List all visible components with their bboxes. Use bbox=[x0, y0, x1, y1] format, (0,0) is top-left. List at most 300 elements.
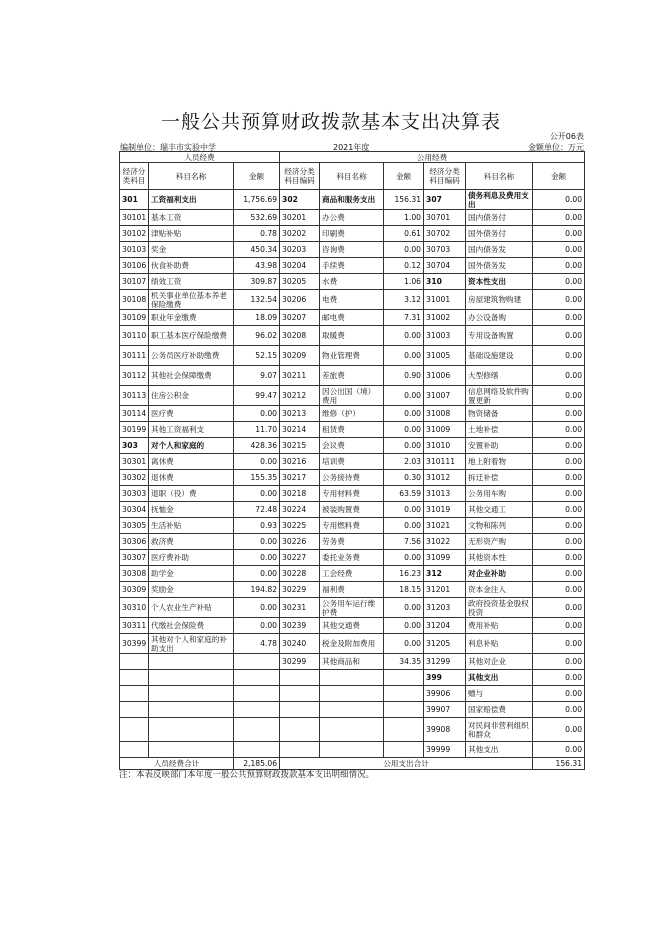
public-name-cell: 水费 bbox=[320, 274, 384, 290]
capital-amount-cell: 0.00 bbox=[533, 470, 585, 486]
capital-name-cell: 政府投资基金股权投资 bbox=[466, 598, 533, 618]
capital-amount-cell: 0.00 bbox=[533, 598, 585, 618]
capital-amount-cell: 0.00 bbox=[533, 566, 585, 582]
budget-table bbox=[119, 151, 585, 770]
capital-name-cell: 资本性支出 bbox=[466, 274, 533, 290]
capital-amount-cell: 0.00 bbox=[533, 686, 585, 702]
capital-code-cell: 39999 bbox=[424, 742, 466, 758]
table-row bbox=[120, 386, 585, 406]
personnel-amount-cell: 0.00 bbox=[234, 566, 280, 582]
capital-code-cell: 310111 bbox=[424, 454, 466, 470]
personnel-name-cell bbox=[149, 742, 234, 758]
public-name-cell: 办公费 bbox=[320, 210, 384, 226]
capital-name-cell: 办公设备购 bbox=[466, 310, 533, 326]
capital-code-cell: 31019 bbox=[424, 502, 466, 518]
table-row bbox=[120, 486, 585, 502]
public-total-value: 156.31 bbox=[533, 758, 585, 770]
personnel-code-cell bbox=[120, 670, 149, 686]
personnel-name-cell: 其他对个人和家庭的补助支出 bbox=[149, 634, 234, 654]
personnel-code-cell: 30304 bbox=[120, 502, 149, 518]
public-code-cell: 30299 bbox=[280, 654, 320, 670]
public-amount-cell: 0.00 bbox=[384, 598, 424, 618]
capital-code-cell: 31009 bbox=[424, 422, 466, 438]
personnel-code-cell: 30102 bbox=[120, 226, 149, 242]
table-row bbox=[120, 346, 585, 366]
personnel-code-cell bbox=[120, 686, 149, 702]
public-code-cell: 30206 bbox=[280, 290, 320, 310]
public-code-cell: 30218 bbox=[280, 486, 320, 502]
capital-name-cell: 国内债务发 bbox=[466, 242, 533, 258]
capital-amount-cell: 0.00 bbox=[533, 534, 585, 550]
table-row bbox=[120, 258, 585, 274]
personnel-name-cell: 奖励金 bbox=[149, 582, 234, 598]
public-name-cell: 租赁费 bbox=[320, 422, 384, 438]
personnel-name-cell: 绩效工资 bbox=[149, 274, 234, 290]
capital-amount-cell: 0.00 bbox=[533, 366, 585, 386]
personnel-name-cell: 抚恤金 bbox=[149, 502, 234, 518]
public-name-cell: 福利费 bbox=[320, 582, 384, 598]
col-code-header: 经济分类科目编码 bbox=[424, 163, 466, 190]
table-row bbox=[120, 406, 585, 422]
capital-code-cell: 31013 bbox=[424, 486, 466, 502]
public-code-cell: 30201 bbox=[280, 210, 320, 226]
personnel-code-cell bbox=[120, 702, 149, 718]
capital-name-cell: 地上附着物 bbox=[466, 454, 533, 470]
personnel-total-label: 人员经费合计 bbox=[120, 758, 234, 770]
public-amount-cell: 3.12 bbox=[384, 290, 424, 310]
capital-name-cell: 资本金注入 bbox=[466, 582, 533, 598]
capital-code-cell: 30704 bbox=[424, 258, 466, 274]
personnel-name-cell: 工资福利支出 bbox=[149, 190, 234, 210]
public-amount-cell: 0.00 bbox=[384, 346, 424, 366]
capital-code-cell: 31201 bbox=[424, 582, 466, 598]
footnote: 注：本表反映部门本年度一般公共预算财政拨款基本支出明细情况。 bbox=[119, 770, 375, 780]
col-amount-header: 金额 bbox=[234, 163, 280, 190]
public-code-cell: 30209 bbox=[280, 346, 320, 366]
col-amount-header: 金额 bbox=[384, 163, 424, 190]
capital-code-cell: 31299 bbox=[424, 654, 466, 670]
capital-name-cell: 其他支出 bbox=[466, 670, 533, 686]
public-code-cell: 30239 bbox=[280, 618, 320, 634]
public-amount-cell: 0.30 bbox=[384, 470, 424, 486]
capital-amount-cell: 0.00 bbox=[533, 258, 585, 274]
capital-code-cell: 31006 bbox=[424, 366, 466, 386]
personnel-name-cell bbox=[149, 686, 234, 702]
table-row bbox=[120, 618, 585, 634]
capital-code-cell: 30703 bbox=[424, 242, 466, 258]
public-name-cell: 工会经费 bbox=[320, 566, 384, 582]
capital-amount-cell: 0.00 bbox=[533, 406, 585, 422]
table-row bbox=[120, 438, 585, 454]
capital-code-cell: 310 bbox=[424, 274, 466, 290]
public-amount-cell: 0.00 bbox=[384, 386, 424, 406]
personnel-name-cell bbox=[149, 702, 234, 718]
public-name-cell: 维修（护） bbox=[320, 406, 384, 422]
public-code-cell: 30216 bbox=[280, 454, 320, 470]
table-row bbox=[120, 670, 585, 686]
capital-name-cell: 文物和陈列 bbox=[466, 518, 533, 534]
col-code-header: 经济分类科目编码 bbox=[280, 163, 320, 190]
capital-amount-cell: 0.00 bbox=[533, 326, 585, 346]
capital-code-cell: 31205 bbox=[424, 634, 466, 654]
personnel-name-cell: 津贴补贴 bbox=[149, 226, 234, 242]
public-name-cell: 公务接待费 bbox=[320, 470, 384, 486]
capital-code-cell: 31003 bbox=[424, 326, 466, 346]
public-amount-cell: 16.23 bbox=[384, 566, 424, 582]
capital-code-cell: 30702 bbox=[424, 226, 466, 242]
personnel-name-cell: 对个人和家庭的 bbox=[149, 438, 234, 454]
public-amount-cell bbox=[384, 742, 424, 758]
personnel-code-cell: 30399 bbox=[120, 634, 149, 654]
personnel-amount-cell bbox=[234, 742, 280, 758]
personnel-name-cell: 救济费 bbox=[149, 534, 234, 550]
capital-amount-cell: 0.00 bbox=[533, 386, 585, 406]
personnel-code-cell: 30106 bbox=[120, 258, 149, 274]
capital-name-cell: 物资储备 bbox=[466, 406, 533, 422]
personnel-code-cell: 30112 bbox=[120, 366, 149, 386]
personnel-amount-cell: 18.09 bbox=[234, 310, 280, 326]
table-row bbox=[120, 470, 585, 486]
capital-name-cell: 国外债务付 bbox=[466, 226, 533, 242]
capital-code-cell: 31021 bbox=[424, 518, 466, 534]
public-amount-cell bbox=[384, 670, 424, 686]
personnel-amount-cell: 0.00 bbox=[234, 406, 280, 422]
capital-name-cell: 无形资产购 bbox=[466, 534, 533, 550]
personnel-amount-cell: 96.02 bbox=[234, 326, 280, 346]
personnel-name-cell: 奖金 bbox=[149, 242, 234, 258]
capital-name-cell: 其他交通工 bbox=[466, 502, 533, 518]
capital-code-cell: 39906 bbox=[424, 686, 466, 702]
table-row bbox=[120, 226, 585, 242]
public-amount-cell: 0.00 bbox=[384, 618, 424, 634]
public-name-cell: 被装购置费 bbox=[320, 502, 384, 518]
personnel-name-cell: 住房公积金 bbox=[149, 386, 234, 406]
table-row bbox=[120, 566, 585, 582]
capital-name-cell: 债务利息及费用支出 bbox=[466, 190, 533, 210]
table-row bbox=[120, 190, 585, 210]
personnel-amount-cell bbox=[234, 686, 280, 702]
public-name-cell: 会议费 bbox=[320, 438, 384, 454]
table-row bbox=[120, 582, 585, 598]
capital-amount-cell: 0.00 bbox=[533, 518, 585, 534]
capital-amount-cell: 0.00 bbox=[533, 550, 585, 566]
capital-code-cell: 31012 bbox=[424, 470, 466, 486]
personnel-name-cell: 机关事业单位基本养老保险缴费 bbox=[149, 290, 234, 310]
personnel-amount-cell: 4.78 bbox=[234, 634, 280, 654]
capital-amount-cell: 0.00 bbox=[533, 582, 585, 598]
personnel-code-cell bbox=[120, 742, 149, 758]
personnel-code-cell: 30301 bbox=[120, 454, 149, 470]
capital-code-cell: 39908 bbox=[424, 718, 466, 742]
public-code-cell: 30231 bbox=[280, 598, 320, 618]
public-amount-cell: 0.12 bbox=[384, 258, 424, 274]
table-row bbox=[120, 654, 585, 670]
table-row bbox=[120, 550, 585, 566]
personnel-name-cell: 代缴社会保险费 bbox=[149, 618, 234, 634]
capital-name-cell: 对企业补助 bbox=[466, 566, 533, 582]
public-code-cell bbox=[280, 718, 320, 742]
public-name-cell: 取暖费 bbox=[320, 326, 384, 346]
table-row bbox=[120, 366, 585, 386]
personnel-name-cell: 其他工资福利支 bbox=[149, 422, 234, 438]
personnel-amount-cell bbox=[234, 718, 280, 742]
table-row bbox=[120, 326, 585, 346]
capital-name-cell: 房屋建筑物购建 bbox=[466, 290, 533, 310]
public-amount-cell: 1.00 bbox=[384, 210, 424, 226]
col-amount-header: 金额 bbox=[533, 163, 585, 190]
capital-name-cell: 费用补贴 bbox=[466, 618, 533, 634]
public-amount-cell: 7.31 bbox=[384, 310, 424, 326]
public-code-cell: 30211 bbox=[280, 366, 320, 386]
table-row bbox=[120, 598, 585, 618]
public-name-cell: 专用燃料费 bbox=[320, 518, 384, 534]
col-name-header: 科目名称 bbox=[320, 163, 384, 190]
table-row bbox=[120, 422, 585, 438]
personnel-amount-cell: 52.15 bbox=[234, 346, 280, 366]
capital-code-cell: 31001 bbox=[424, 290, 466, 310]
personnel-header: 人员经费 bbox=[120, 152, 280, 163]
personnel-code-cell bbox=[120, 654, 149, 670]
capital-amount-cell: 0.00 bbox=[533, 422, 585, 438]
personnel-code-cell: 30114 bbox=[120, 406, 149, 422]
table-row bbox=[120, 274, 585, 290]
public-name-cell: 委托业务费 bbox=[320, 550, 384, 566]
public-amount-cell: 0.00 bbox=[384, 550, 424, 566]
personnel-amount-cell: 0.78 bbox=[234, 226, 280, 242]
personnel-amount-cell: 0.00 bbox=[234, 550, 280, 566]
public-amount-cell: 7.56 bbox=[384, 534, 424, 550]
public-name-cell bbox=[320, 702, 384, 718]
public-name-cell: 劳务费 bbox=[320, 534, 384, 550]
capital-name-cell: 安置补助 bbox=[466, 438, 533, 454]
capital-amount-cell: 0.00 bbox=[533, 618, 585, 634]
capital-code-cell: 31008 bbox=[424, 406, 466, 422]
table-row bbox=[120, 310, 585, 326]
public-name-cell: 其他商品和 bbox=[320, 654, 384, 670]
public-amount-cell: 156.31 bbox=[384, 190, 424, 210]
personnel-amount-cell: 194.82 bbox=[234, 582, 280, 598]
public-name-cell: 印刷费 bbox=[320, 226, 384, 242]
public-amount-cell: 63.59 bbox=[384, 486, 424, 502]
personnel-code-cell: 301 bbox=[120, 190, 149, 210]
capital-code-cell: 307 bbox=[424, 190, 466, 210]
public-code-cell: 30214 bbox=[280, 422, 320, 438]
personnel-code-cell: 30311 bbox=[120, 618, 149, 634]
public-code-cell: 30226 bbox=[280, 534, 320, 550]
public-name-cell: 差旅费 bbox=[320, 366, 384, 386]
capital-code-cell: 31002 bbox=[424, 310, 466, 326]
public-code-cell: 30215 bbox=[280, 438, 320, 454]
public-amount-cell bbox=[384, 702, 424, 718]
capital-amount-cell: 0.00 bbox=[533, 210, 585, 226]
capital-amount-cell: 0.00 bbox=[533, 502, 585, 518]
personnel-code-cell: 30111 bbox=[120, 346, 149, 366]
personnel-code-cell: 30303 bbox=[120, 486, 149, 502]
capital-code-cell: 31005 bbox=[424, 346, 466, 366]
capital-code-cell: 31099 bbox=[424, 550, 466, 566]
capital-name-cell: 其他支出 bbox=[466, 742, 533, 758]
form-number: 公开06表 bbox=[549, 132, 584, 141]
capital-amount-cell: 0.00 bbox=[533, 190, 585, 210]
public-name-cell: 电费 bbox=[320, 290, 384, 310]
table-row bbox=[120, 718, 585, 742]
personnel-name-cell: 职工基本医疗保险缴费 bbox=[149, 326, 234, 346]
public-code-cell: 30202 bbox=[280, 226, 320, 242]
capital-name-cell: 国内债务付 bbox=[466, 210, 533, 226]
public-amount-cell bbox=[384, 686, 424, 702]
public-name-cell: 税金及附加费用 bbox=[320, 634, 384, 654]
public-code-cell: 30229 bbox=[280, 582, 320, 598]
capital-name-cell: 信息网络及软件购置更新 bbox=[466, 386, 533, 406]
personnel-name-cell bbox=[149, 718, 234, 742]
public-code-cell: 30227 bbox=[280, 550, 320, 566]
public-code-cell: 30212 bbox=[280, 386, 320, 406]
public-code-cell bbox=[280, 702, 320, 718]
public-code-cell bbox=[280, 686, 320, 702]
capital-code-cell: 399 bbox=[424, 670, 466, 686]
public-amount-cell: 2.03 bbox=[384, 454, 424, 470]
personnel-code-cell: 30103 bbox=[120, 242, 149, 258]
capital-name-cell: 国外债务发 bbox=[466, 258, 533, 274]
public-code-cell: 30208 bbox=[280, 326, 320, 346]
public-name-cell bbox=[320, 718, 384, 742]
personnel-code-cell: 30308 bbox=[120, 566, 149, 582]
public-code-cell: 302 bbox=[280, 190, 320, 210]
unit-label: 编制单位：瑞丰市实验中学 bbox=[120, 143, 216, 152]
public-name-cell: 专用材料费 bbox=[320, 486, 384, 502]
public-name-cell: 手续费 bbox=[320, 258, 384, 274]
personnel-amount-cell bbox=[234, 702, 280, 718]
public-amount-cell: 0.00 bbox=[384, 406, 424, 422]
capital-amount-cell: 0.00 bbox=[533, 242, 585, 258]
capital-amount-cell: 0.00 bbox=[533, 634, 585, 654]
public-amount-cell: 0.00 bbox=[384, 438, 424, 454]
capital-amount-cell: 0.00 bbox=[533, 438, 585, 454]
personnel-amount-cell: 43.98 bbox=[234, 258, 280, 274]
public-code-cell: 30228 bbox=[280, 566, 320, 582]
public-header: 公用经费 bbox=[280, 152, 585, 163]
capital-code-cell: 39907 bbox=[424, 702, 466, 718]
personnel-name-cell: 其他社会保障缴费 bbox=[149, 366, 234, 386]
public-amount-cell: 0.61 bbox=[384, 226, 424, 242]
personnel-code-cell: 30309 bbox=[120, 582, 149, 598]
table-row bbox=[120, 634, 585, 654]
personnel-code-cell: 30109 bbox=[120, 310, 149, 326]
personnel-amount-cell: 0.00 bbox=[234, 486, 280, 502]
personnel-name-cell bbox=[149, 654, 234, 670]
personnel-code-cell: 30307 bbox=[120, 550, 149, 566]
capital-name-cell: 其他对企业 bbox=[466, 654, 533, 670]
personnel-name-cell: 公务员医疗补助缴费 bbox=[149, 346, 234, 366]
personnel-amount-cell: 11.70 bbox=[234, 422, 280, 438]
public-name-cell: 咨询费 bbox=[320, 242, 384, 258]
personnel-code-cell: 303 bbox=[120, 438, 149, 454]
table-row bbox=[120, 454, 585, 470]
personnel-name-cell: 退休费 bbox=[149, 470, 234, 486]
year-label: 2021年度 bbox=[333, 143, 370, 152]
capital-amount-cell: 0.00 bbox=[533, 290, 585, 310]
personnel-code-cell: 30199 bbox=[120, 422, 149, 438]
table-row bbox=[120, 502, 585, 518]
capital-amount-cell: 0.00 bbox=[533, 742, 585, 758]
capital-code-cell: 31007 bbox=[424, 386, 466, 406]
personnel-amount-cell: 450.34 bbox=[234, 242, 280, 258]
personnel-amount-cell: 0.00 bbox=[234, 598, 280, 618]
personnel-amount-cell: 132.54 bbox=[234, 290, 280, 310]
personnel-name-cell: 医疗费补助 bbox=[149, 550, 234, 566]
capital-amount-cell: 0.00 bbox=[533, 346, 585, 366]
table-row bbox=[120, 686, 585, 702]
public-amount-cell: 0.00 bbox=[384, 422, 424, 438]
public-code-cell bbox=[280, 742, 320, 758]
personnel-code-cell: 30113 bbox=[120, 386, 149, 406]
public-code-cell bbox=[280, 670, 320, 686]
capital-name-cell: 大型修缮 bbox=[466, 366, 533, 386]
capital-code-cell: 30701 bbox=[424, 210, 466, 226]
capital-amount-cell: 0.00 bbox=[533, 454, 585, 470]
personnel-amount-cell: 1,756.69 bbox=[234, 190, 280, 210]
public-name-cell: 其他交通费 bbox=[320, 618, 384, 634]
capital-code-cell: 31204 bbox=[424, 618, 466, 634]
public-amount-cell: 0.90 bbox=[384, 366, 424, 386]
public-name-cell: 因公出国（境）费用 bbox=[320, 386, 384, 406]
table-row bbox=[120, 742, 585, 758]
table-row bbox=[120, 518, 585, 534]
public-code-cell: 30225 bbox=[280, 518, 320, 534]
col-name-header: 科目名称 bbox=[149, 163, 234, 190]
public-name-cell: 邮电费 bbox=[320, 310, 384, 326]
personnel-code-cell: 30110 bbox=[120, 326, 149, 346]
public-code-cell: 30240 bbox=[280, 634, 320, 654]
public-name-cell: 培训费 bbox=[320, 454, 384, 470]
personnel-amount-cell: 0.93 bbox=[234, 518, 280, 534]
personnel-total-value: 2,185.06 bbox=[234, 758, 280, 770]
personnel-amount-cell: 99.47 bbox=[234, 386, 280, 406]
capital-name-cell: 赠与 bbox=[466, 686, 533, 702]
capital-code-cell: 312 bbox=[424, 566, 466, 582]
public-name-cell bbox=[320, 742, 384, 758]
public-code-cell: 30205 bbox=[280, 274, 320, 290]
public-name-cell: 物业管理费 bbox=[320, 346, 384, 366]
personnel-amount-cell: 532.69 bbox=[234, 210, 280, 226]
personnel-amount-cell: 428.36 bbox=[234, 438, 280, 454]
public-code-cell: 30204 bbox=[280, 258, 320, 274]
capital-name-cell: 其他资本性 bbox=[466, 550, 533, 566]
personnel-code-cell: 30305 bbox=[120, 518, 149, 534]
personnel-amount-cell bbox=[234, 654, 280, 670]
col-name-header: 科目名称 bbox=[466, 163, 533, 190]
personnel-amount-cell: 0.00 bbox=[234, 454, 280, 470]
capital-amount-cell: 0.00 bbox=[533, 702, 585, 718]
public-code-cell: 30224 bbox=[280, 502, 320, 518]
personnel-name-cell: 个人农业生产补贴 bbox=[149, 598, 234, 618]
table-row bbox=[120, 210, 585, 226]
public-amount-cell: 0.00 bbox=[384, 242, 424, 258]
public-amount-cell: 0.00 bbox=[384, 502, 424, 518]
public-amount-cell: 1.06 bbox=[384, 274, 424, 290]
capital-name-cell: 利息补贴 bbox=[466, 634, 533, 654]
public-name-cell bbox=[320, 670, 384, 686]
personnel-name-cell bbox=[149, 670, 234, 686]
capital-code-cell: 31022 bbox=[424, 534, 466, 550]
personnel-name-cell: 离休费 bbox=[149, 454, 234, 470]
capital-name-cell: 国家赔偿费 bbox=[466, 702, 533, 718]
capital-name-cell: 公务用车购 bbox=[466, 486, 533, 502]
public-amount-cell: 34.35 bbox=[384, 654, 424, 670]
capital-amount-cell: 0.00 bbox=[533, 274, 585, 290]
personnel-amount-cell: 0.00 bbox=[234, 618, 280, 634]
personnel-name-cell: 退职（役）费 bbox=[149, 486, 234, 502]
